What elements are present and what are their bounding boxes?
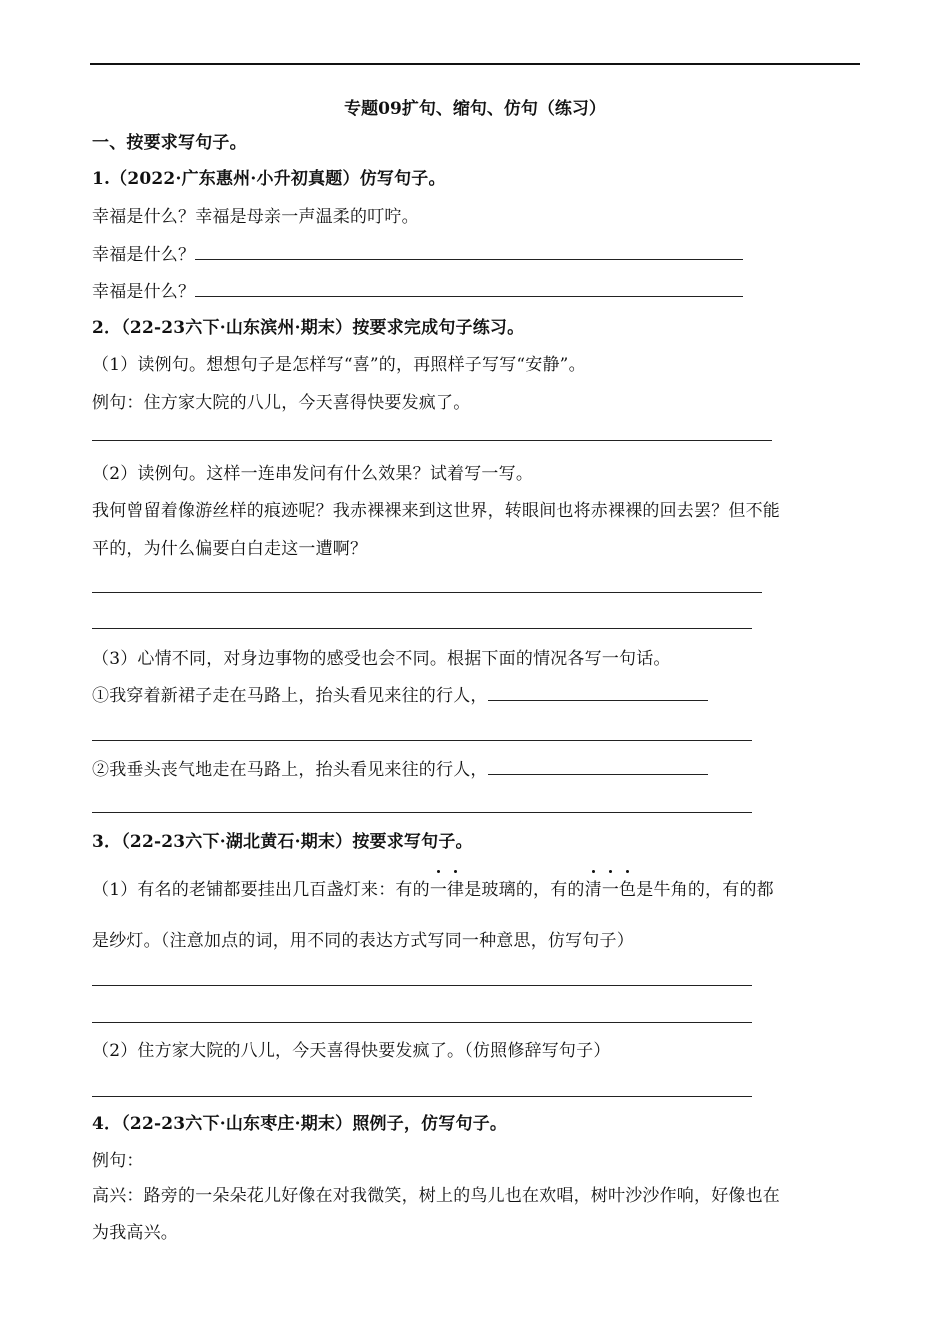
q2-heading: 2．（22-23六下·山东滨州·期末）按要求完成句子练习。 <box>92 318 525 338</box>
q2-part3-b-blank[interactable] <box>488 758 708 775</box>
q2-part3-instruction: （3）心情不同，对身边事物的感受也会不同。根据下面的情况各写一句话。 <box>92 649 671 669</box>
q1-prompt-2 <box>92 280 743 303</box>
q4-example-label: 例句： <box>92 1151 144 1171</box>
q3-part1-pre: （1）有名的老铺都要挂出几百盏灯来：有的 <box>92 880 430 900</box>
q2-part3-a-blank[interactable] <box>488 684 708 701</box>
header-rule <box>90 63 860 65</box>
q1-answer-blank-2[interactable] <box>195 280 743 297</box>
q2-part3-b-text: ②我垂头丧气地走在马路上，抬头看见来往的行人， <box>92 760 488 780</box>
q3-emphasis-word-1 <box>430 880 464 900</box>
emphasis-dot-char: 律 <box>447 880 465 900</box>
page-title: 专题09扩句、缩句、仿句（练习） <box>344 99 606 119</box>
q4-example-line1: 高兴：路旁的一朵朵花儿好像在对我微笑，树上的鸟儿也在欢唱，树叶沙沙作响，好像也在 <box>92 1186 780 1206</box>
q1-prompt-2-text: 幸福是什么？ <box>92 282 196 302</box>
q2-part1-answer-line[interactable] <box>92 440 772 441</box>
q1-prompt-1-text: 幸福是什么？ <box>92 245 196 265</box>
q3-heading: 3．（22-23六下·湖北黄石·期末）按要求写句子。 <box>92 832 473 852</box>
q2-part3-a <box>92 684 708 707</box>
q3-part1-answer-line-1[interactable] <box>92 985 752 986</box>
q4-example-line2: 为我高兴。 <box>92 1223 178 1243</box>
emphasis-dot-char: 一 <box>601 880 620 900</box>
q2-part2-text-line1: 我何曾留着像游丝样的痕迹呢？我赤裸裸来到这世界，转眼间也将赤裸裸的回去罢？但不能 <box>92 501 780 521</box>
q2-part3-a-text: ①我穿着新裙子走在马路上，抬头看见来往的行人， <box>92 686 488 706</box>
q2-part2-answer-line-2[interactable] <box>92 628 752 629</box>
q2-part3-b-answer-line[interactable] <box>92 812 752 813</box>
q4-heading: 4．（22-23六下·山东枣庄·期末）照例子，仿写句子。 <box>92 1114 508 1134</box>
emphasis-dot-char: 清 <box>584 880 602 900</box>
q3-part2-instruction: （2）住方家大院的八儿，今天喜得快要发疯了。（仿照修辞写句子） <box>92 1041 611 1061</box>
q2-part2-instruction: （2）读例句。这样一连串发问有什么效果？试着写一写。 <box>92 464 534 484</box>
q1-heading: 1.（2022·广东惠州·小升初真题）仿写句子。 <box>92 169 446 189</box>
emphasis-dot-char: 色 <box>619 880 637 900</box>
q2-part2-answer-line-1[interactable] <box>92 592 762 593</box>
q3-part1-line2: 是纱灯。（注意加点的词，用不同的表达方式写同一种意思，仿写句子） <box>92 931 634 951</box>
q1-example: 幸福是什么？幸福是母亲一声温柔的叮咛。 <box>92 207 419 227</box>
emphasis-dot-char: 一 <box>429 880 448 900</box>
q2-part1-example: 例句：住方家大院的八儿，今天喜得快要发疯了。 <box>92 393 471 413</box>
q2-part3-a-answer-line[interactable] <box>92 740 752 741</box>
q2-part3-b <box>92 758 708 781</box>
q3-part1-answer-line-2[interactable] <box>92 1022 752 1023</box>
q3-part1-post: 是牛角的，有的都 <box>636 880 774 900</box>
q2-part1-instruction: （1）读例句。想想句子是怎样写“喜”的，再照样子写写“安静”。 <box>92 355 586 375</box>
q1-prompt-1 <box>92 243 743 266</box>
q3-part2-answer-line[interactable] <box>92 1096 752 1097</box>
q3-part1-line1 <box>92 879 774 901</box>
q3-emphasis-word-2 <box>585 880 637 900</box>
q3-part1-mid: 是玻璃的，有的 <box>464 880 585 900</box>
q1-answer-blank-1[interactable] <box>195 243 743 260</box>
q2-part2-text-line2: 平的，为什么偏要白白走这一遭啊？ <box>92 539 368 559</box>
section-heading: 一、按要求写句子。 <box>92 133 247 153</box>
